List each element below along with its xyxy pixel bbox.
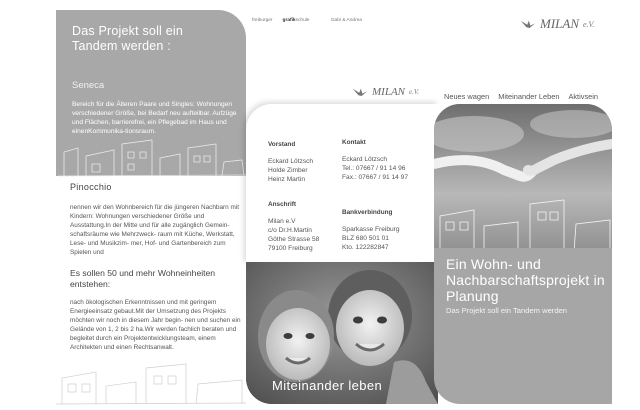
nav-aktivsein[interactable]: Aktivsein xyxy=(568,92,599,101)
hero-heading xyxy=(72,24,183,54)
anschrift-line: c/o Dr.H.Martin xyxy=(268,227,312,234)
fifty-heading: Es sollen 50 und mehr Wohneinheiten entstehen: xyxy=(70,268,216,289)
hero-line-2: Tandem werden : xyxy=(72,39,171,53)
house-sketch-icon xyxy=(56,138,246,178)
kontakt-label: Kontakt xyxy=(342,139,366,146)
hands-photo-image xyxy=(434,104,612,254)
authors-link[interactable]: Gabi & Andrea xyxy=(330,18,363,23)
bank-line: BLZ 680 501 01 xyxy=(342,235,389,242)
bird-logo-icon xyxy=(352,86,368,98)
intro-card xyxy=(56,10,246,176)
logo-ev: e.V. xyxy=(409,88,419,96)
project-subtitle: Das Projekt soll ein Tandem werden xyxy=(446,306,567,315)
kontakt-block xyxy=(342,138,408,182)
bank-line: Kto. 122282847 xyxy=(342,244,389,251)
school-link-part2: grafik xyxy=(282,18,296,23)
header-links xyxy=(252,18,372,23)
main-nav xyxy=(444,92,598,101)
seneca-title: Seneca xyxy=(72,80,105,91)
kontakt-line: Eckard Lötzsch xyxy=(342,156,388,163)
fax-number: Fax.: 07667 / 91 14 97 xyxy=(342,174,408,181)
school-link-part3: schule xyxy=(295,18,310,23)
kids-caption: Miteinander leben xyxy=(272,378,383,393)
vorstand-block xyxy=(268,140,313,184)
logo-ev: e.V. xyxy=(583,19,595,29)
vorstand-line: Heinz Martin xyxy=(268,176,306,183)
pinocchio-text: nennen wir den Wohnbereich für die jüngeren Nachbarn mit Kindern: Wohnungen verschiedener Größe und Ausstattung.In der Mitte und für alle zugänglich Gemein- schaftsräume wie Mehrzweck- raum mit Küche, Werkstatt, Lese- und Musikzim- mer, Hof- und Gartenbereich zum Spielen und xyxy=(70,204,239,256)
logo-name: MILAN xyxy=(540,16,579,31)
bank-line: Sparkasse Freiburg xyxy=(342,226,400,233)
anschrift-block xyxy=(268,200,319,253)
bird-logo-icon xyxy=(520,18,536,30)
anschrift-line: Milan e.V xyxy=(268,218,296,225)
milan-logo[interactable] xyxy=(520,16,594,32)
anschrift-line: 79100 Freiburg xyxy=(268,245,313,252)
anschrift-label: Anschrift xyxy=(268,201,297,208)
bank-label: Bankverbindung xyxy=(342,209,393,216)
school-link[interactable] xyxy=(252,18,319,23)
pinocchio-title: Pinocchio xyxy=(70,182,112,192)
seneca-text: Bereich für die Älteren Paare und Singles: Wohnungen verschiedener Größe, bei Bedarf neu aufteilbar. Aufzüge und Flächen, barrierefrei, ein Pflegebad im Haus und einenKommunika-tionsraum. xyxy=(72,101,237,135)
project-title: Ein Wohn- und Nachbarschaftsprojekt in Planung xyxy=(446,256,605,304)
house-sketch-icon xyxy=(56,356,246,406)
bank-block xyxy=(342,208,400,252)
vorstand-label: Vorstand xyxy=(268,141,296,148)
nav-neues-wagen[interactable]: Neues wagen xyxy=(444,92,490,101)
school-link-part1: freiburger xyxy=(252,18,273,23)
hero-line-1: Das Projekt soll ein xyxy=(72,24,183,38)
hands-photo xyxy=(434,104,612,254)
anschrift-line: Göthe Strasse 58 xyxy=(268,236,320,243)
logo-name: MILAN xyxy=(372,86,405,98)
vorstand-line: Eckard Lötzsch xyxy=(268,158,314,165)
nav-miteinander-leben[interactable]: Miteinander Leben xyxy=(498,92,560,101)
phone-number[interactable]: Tel.: 07667 / 91 14 96 xyxy=(342,165,406,172)
vorstand-line: Holde Zimber xyxy=(268,167,308,174)
milan-logo-secondary[interactable] xyxy=(352,86,419,98)
fifty-text: nach ökologischen Erkenntnissen und mit geringem Energieeinsatz gebaut.Mit der Umsetzung des Projekts möchten wir noch in diesem Jahr begin- nen und suchen ein Gelände von 1, 2 bis 2 ha.Wir werden fachlich beraten und begleitet durch ein Projektentwicklungsteam, einem Architekten und einen Rechtsanwalt. xyxy=(70,299,241,351)
project-panel xyxy=(434,248,612,404)
